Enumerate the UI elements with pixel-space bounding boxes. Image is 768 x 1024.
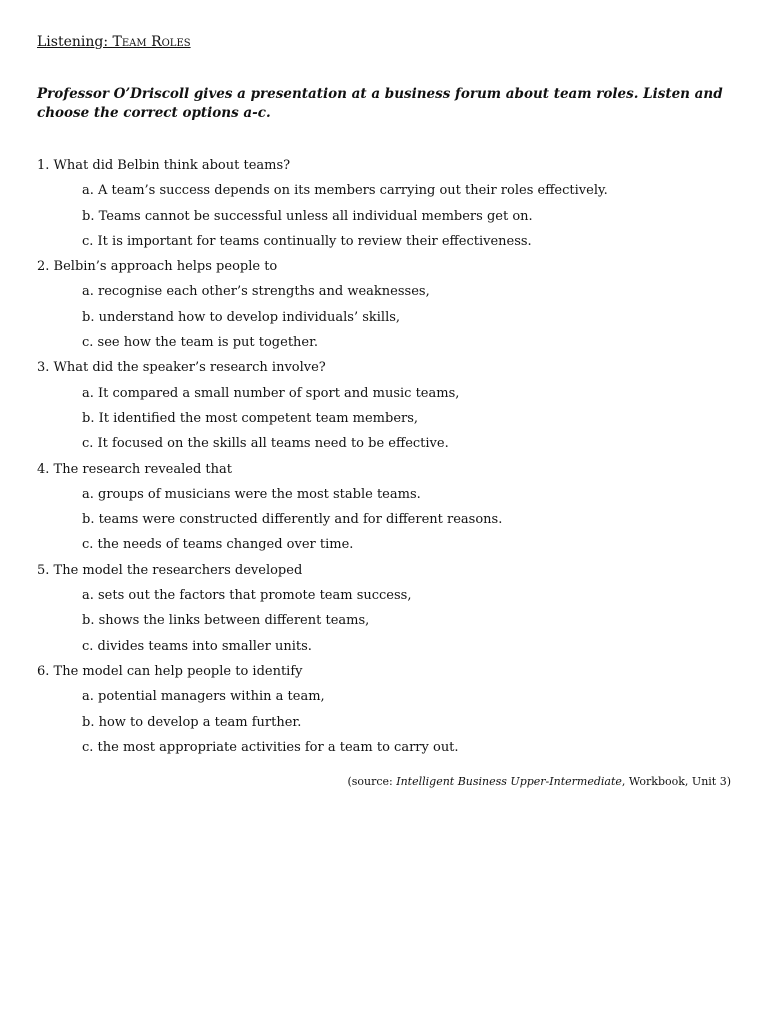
answer-option: c. It focused on the skills all teams need to be effective. [82,436,449,452]
question-block [37,558,737,659]
question-list [37,153,737,760]
answer-option: a. potential managers within a team, [82,689,325,705]
source-open: (source: [347,775,397,788]
answer-option: a. recognise each other’s strengths and weaknesses, [82,284,430,300]
page-title [37,34,191,50]
answer-option: c. see how the team is put together. [82,335,319,351]
answer-option: c. It is important for teams continually to review their effectiveness. [82,233,532,249]
title-prefix: Listening: [37,34,113,50]
question-text: 3. What did the speaker’s research involve? [37,360,326,376]
question-text: 4. The research revealed that [37,461,232,477]
answer-option: c. the needs of teams changed over time. [82,537,354,553]
question-text: 1. What did Belbin think about teams? [37,158,291,173]
question-text: 6. The model can help people to identify [37,663,303,679]
question-block [37,355,737,456]
answer-option: a. It compared a small number of sport and music teams, [82,385,460,401]
question-text: 5. The model the researchers developed [37,562,303,578]
question-block [37,153,737,254]
source-citation [347,775,731,788]
source-book-title: Intelligent Business Upper-Intermediate [396,775,622,788]
answer-option: b. Teams cannot be successful unless all individual members get on. [82,208,533,224]
answer-option: b. shows the links between different teams, [82,613,370,629]
instructions: Professor O’Driscoll gives a presentation at a business forum about team roles. Listen and choose the correct options a-c. [37,86,723,121]
answer-option: b. It identified the most competent team members, [82,410,419,426]
question-block [37,457,737,558]
answer-option: c. divides teams into smaller units. [82,638,312,654]
source-rest: , Workbook, Unit 3) [621,775,731,788]
question-block [37,254,737,355]
answer-option: c. the most appropriate activities for a team to carry out. [82,739,459,755]
answer-option: a. A team’s success depends on its members carrying out their roles effectively. [82,183,608,199]
question-block [37,659,737,760]
answer-option: b. understand how to develop individuals’ skills, [82,309,401,325]
answer-option: b. teams were constructed differently and for different reasons. [82,512,503,528]
answer-option: b. how to develop a team further. [82,714,302,730]
title-main: Team Roles [112,34,191,50]
question-text: 2. Belbin’s approach helps people to [37,259,278,275]
answer-option: a. groups of musicians were the most stable teams. [82,486,421,502]
answer-option: a. sets out the factors that promote team success, [82,588,412,604]
